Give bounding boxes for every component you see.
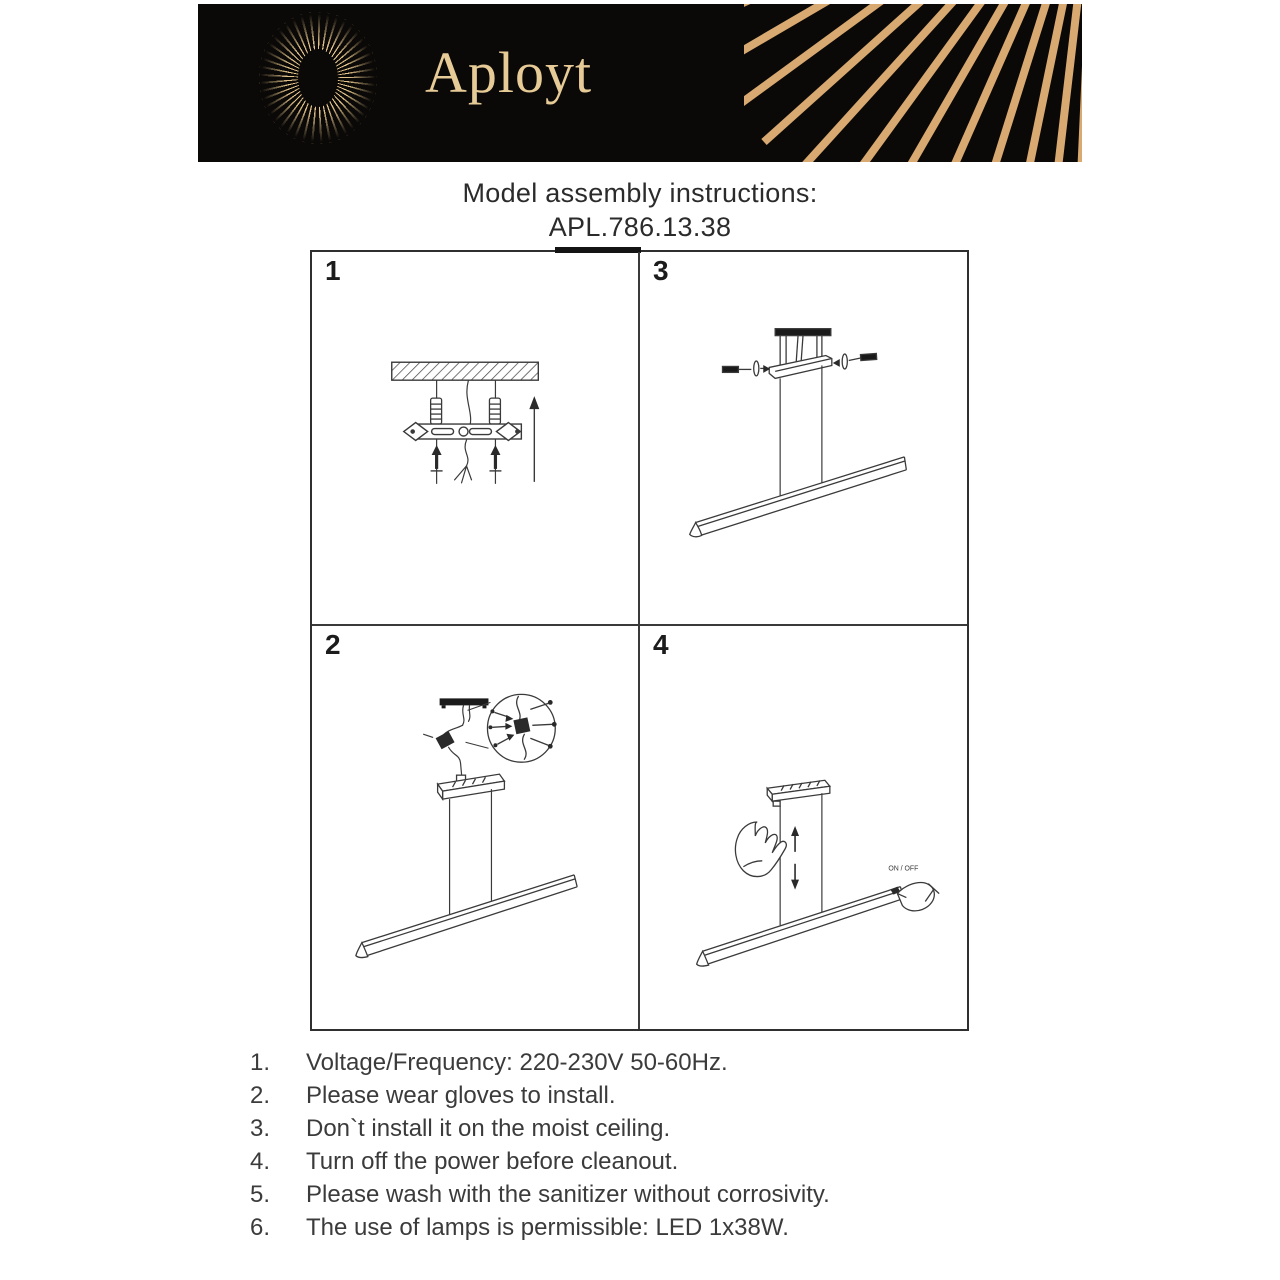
item-text: Please wear gloves to install. xyxy=(306,1082,616,1109)
magnifier-detail xyxy=(487,694,556,762)
list-item xyxy=(250,1178,1010,1211)
ceiling-plate xyxy=(440,698,489,708)
up-arrow xyxy=(529,396,539,482)
step-number: 3 xyxy=(653,255,669,286)
plug-connector xyxy=(436,731,455,749)
step-2-diagram xyxy=(312,626,638,1029)
step-3-diagram xyxy=(640,252,967,624)
light-bar xyxy=(697,887,904,967)
adjusting-hand xyxy=(735,822,786,877)
item-number: 2. xyxy=(250,1082,271,1109)
steps-grid xyxy=(310,250,969,1031)
instruction-list xyxy=(250,1046,1010,1244)
suspension-cables xyxy=(780,793,822,925)
brand-name: Aployt xyxy=(425,40,593,105)
light-bar xyxy=(356,875,577,958)
item-number: 6. xyxy=(250,1214,271,1241)
step-number: 4 xyxy=(653,629,669,660)
step-4-diagram xyxy=(640,626,967,1029)
suspension-cables xyxy=(780,365,822,495)
title-block xyxy=(0,176,1280,244)
canopy-block xyxy=(767,780,830,806)
brand-banner xyxy=(198,4,1082,162)
step-number: 2 xyxy=(325,629,341,660)
item-number: 3. xyxy=(250,1115,271,1142)
item-number: 4. xyxy=(250,1148,271,1175)
step-number: 1 xyxy=(325,255,341,286)
item-text: Voltage/Frequency: 220-230V 50-60Hz. xyxy=(306,1049,728,1076)
mount-block xyxy=(438,774,505,799)
step-panel-4 xyxy=(640,626,967,1029)
item-number: 5. xyxy=(250,1181,271,1208)
mounting-bracket xyxy=(404,423,522,441)
item-text: Turn off the power before cleanout. xyxy=(306,1148,679,1175)
item-number: 1. xyxy=(250,1049,271,1076)
light-bar xyxy=(690,457,907,537)
step-panel-2 xyxy=(312,626,640,1029)
page-title: Model assembly instructions: xyxy=(462,178,818,208)
step-1-diagram xyxy=(312,252,638,624)
item-text: Please wash with the sanitizer without corrosivity. xyxy=(306,1181,830,1208)
suspension-cables xyxy=(450,789,492,915)
ray-fan-decoration xyxy=(744,4,1082,162)
model-number: APL.786.13.38 xyxy=(548,212,732,242)
ceiling xyxy=(392,362,539,380)
list-item xyxy=(250,1145,1010,1178)
item-text: Don`t install it on the moist ceiling. xyxy=(306,1115,671,1142)
pointing-hand xyxy=(897,883,939,911)
wall-anchors xyxy=(431,398,501,424)
list-item xyxy=(250,1079,1010,1112)
magnifier-leaders xyxy=(466,702,491,748)
on-off-label: ON / OFF xyxy=(888,865,919,873)
item-text: The use of lamps is permissible: LED 1x38W. xyxy=(306,1214,789,1241)
list-item xyxy=(250,1112,1010,1145)
step-panel-3 xyxy=(640,252,967,626)
list-item xyxy=(250,1046,1010,1079)
step-panel-1 xyxy=(312,252,640,626)
sunburst-logo-icon xyxy=(259,12,377,144)
list-item xyxy=(250,1211,1010,1244)
up-down-arrows xyxy=(791,826,799,890)
